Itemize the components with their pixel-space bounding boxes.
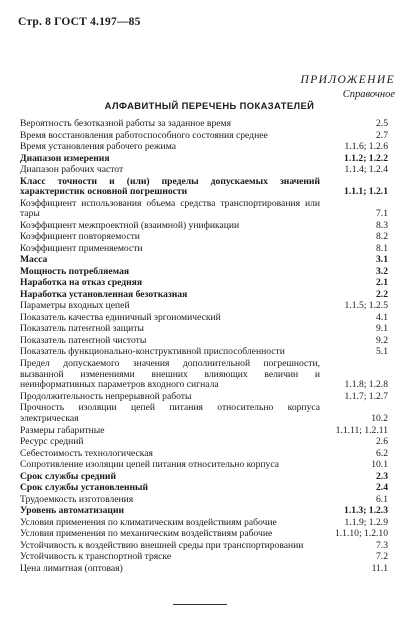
index-entry xyxy=(20,154,388,165)
entry-term: Размеры габаритные xyxy=(20,424,105,436)
index-entry xyxy=(20,290,388,301)
page-header: Стр. 8 ГОСТ 4.197—85 xyxy=(18,16,141,28)
appendix-block xyxy=(301,74,395,100)
entry-term: Показатель функционально-конструктивной приспособленности xyxy=(20,346,285,358)
entry-term: Вероятность безотказной работы за заданное время xyxy=(20,118,232,129)
entry-reference: 1.1.6; 1.2.6 xyxy=(344,141,388,152)
index-entry xyxy=(20,483,388,494)
entry-term: Класс точности и (или) пределы допускаемых значений характеристик основной погрешности xyxy=(20,175,320,198)
index-entry xyxy=(20,392,388,403)
entry-reference: 5.1 xyxy=(376,346,388,358)
entry-reference: 2.5 xyxy=(376,118,388,129)
index-entry xyxy=(20,472,388,483)
index-entry xyxy=(20,403,388,424)
index-entry xyxy=(20,199,388,220)
index-entry xyxy=(20,313,388,324)
index-entry xyxy=(20,336,388,347)
entry-reference: 2.4 xyxy=(376,482,388,494)
entry-reference: 3.2 xyxy=(376,265,388,277)
entry-term: Прочность изоляции цепей питания относительно корпуса электрическая xyxy=(20,402,320,425)
index-entry xyxy=(20,255,388,266)
index-entry xyxy=(20,232,388,243)
entry-reference: 2.3 xyxy=(376,470,388,482)
index-entry xyxy=(20,267,388,278)
entry-reference: 2.6 xyxy=(376,436,388,448)
index-entry xyxy=(20,518,388,529)
index-entry xyxy=(20,221,388,232)
entry-reference: 2.1 xyxy=(376,277,388,289)
entry-reference: 1.1.10; 1.2.10 xyxy=(334,528,388,540)
entry-term: Показатель качества единичный эргономический xyxy=(20,311,221,323)
index-entry xyxy=(20,347,388,358)
index-entry xyxy=(20,278,388,289)
entry-reference: 10.1 xyxy=(371,459,388,471)
entry-term: Цена лимитная (оптовая) xyxy=(20,562,123,574)
index-entry xyxy=(20,564,388,575)
entry-term: Показатель патентной чистоты xyxy=(20,334,147,346)
entry-reference: 1.1.4; 1.2.4 xyxy=(344,164,388,175)
entry-term: Коэффициент применяемости xyxy=(20,242,143,254)
index-list xyxy=(20,119,388,575)
entry-reference: 2.7 xyxy=(376,129,388,141)
entry-term: Трудоемкость изготовления xyxy=(20,493,134,505)
appendix-title: ПРИЛОЖЕНИЕ xyxy=(300,74,395,86)
index-entry xyxy=(20,495,388,506)
index-entry xyxy=(20,552,388,563)
entry-reference: 9.2 xyxy=(376,334,388,346)
entry-reference: 8.2 xyxy=(376,231,388,243)
entry-term: Наработка установленная безотказная xyxy=(20,288,188,300)
entry-reference: 10.2 xyxy=(371,413,388,425)
entry-reference: 1.1.11; 1.2.11 xyxy=(335,424,388,436)
entry-term: Себестоимость технологическая xyxy=(20,447,153,459)
entry-reference: 6.2 xyxy=(376,447,388,459)
index-entry xyxy=(20,541,388,552)
entry-term: Сопротивление изоляции цепей питания относительно корпуса xyxy=(20,459,279,471)
index-entry xyxy=(20,301,388,312)
index-entry xyxy=(20,324,388,335)
entry-reference: 2.2 xyxy=(376,288,388,300)
entry-reference: 1.1.8; 1.2.8 xyxy=(344,379,388,391)
entry-term: Параметры входных цепей xyxy=(20,300,130,312)
entry-term: Ресурс средний xyxy=(20,436,84,448)
entry-reference: 3.1 xyxy=(376,254,388,266)
entry-term: Условия применения по климатическим воздействиям рабочие xyxy=(20,516,277,528)
entry-term: Коэффициент межпроектной (взаимной) унификации xyxy=(20,219,240,231)
entry-reference: 7.3 xyxy=(376,539,388,551)
entry-reference: 1.1.2; 1.2.2 xyxy=(344,152,388,164)
entry-term: Мощность потребляемая xyxy=(20,265,130,277)
entry-term: Коэффициент повторяемости xyxy=(20,231,140,243)
index-entry xyxy=(20,165,388,176)
entry-reference: 7.2 xyxy=(376,551,388,563)
entry-reference: 8.3 xyxy=(376,219,388,231)
entry-term: Наработка на отказ средняя xyxy=(20,277,143,289)
index-entry xyxy=(20,506,388,517)
list-title: АЛФАВИТНЫЙ ПЕРЕЧЕНЬ ПОКАЗАТЕЛЕЙ xyxy=(104,100,315,111)
entry-term: Устойчивость к воздействию внешней среды при транспортировании xyxy=(20,539,304,551)
index-entry xyxy=(20,437,388,448)
entry-reference: 1.1.3; 1.2.3 xyxy=(344,505,388,517)
index-entry xyxy=(20,426,388,437)
index-entry xyxy=(20,449,388,460)
index-entry xyxy=(20,460,388,471)
entry-term: Срок службы установленный xyxy=(20,482,149,494)
entry-reference: 1.1.1; 1.2.1 xyxy=(344,186,388,198)
entry-term: Срок службы средний xyxy=(20,470,116,482)
entry-reference: 9.1 xyxy=(376,323,388,335)
end-rule xyxy=(173,604,227,605)
index-entry xyxy=(20,177,388,198)
entry-term: Диапазон измерения xyxy=(20,152,110,164)
entry-term: Устойчивость к транспортной тряске xyxy=(20,551,172,563)
index-entry xyxy=(20,119,388,130)
entry-reference: 6.1 xyxy=(376,493,388,505)
entry-term: Показатель патентной защиты xyxy=(20,323,144,335)
entry-term: Коэффициент использования объема средства транспортирования или тары xyxy=(20,197,320,220)
entry-term: Предел допускаемого значения дополнительной погрешности, вызванной изменениями внешних влияющих величин и неинформативных параметров входного сигнала xyxy=(20,357,320,391)
entry-reference: 1.1.9; 1.2.9 xyxy=(344,516,388,528)
appendix-subtitle: Справочное xyxy=(342,89,395,100)
entry-reference: 8.1 xyxy=(376,242,388,254)
entry-term: Условия применения по механическим воздействиям рабочие xyxy=(20,528,273,540)
entry-term: Время установления рабочего режима xyxy=(20,141,176,152)
entry-reference: 11.1 xyxy=(371,562,388,574)
index-entry xyxy=(20,131,388,142)
entry-term: Масса xyxy=(20,254,48,266)
entry-term: Время восстановления работоспособного состояния среднее xyxy=(20,129,268,141)
index-entry xyxy=(20,529,388,540)
entry-term: Продолжительность непрерывной работы xyxy=(20,390,192,402)
entry-reference: 7.1 xyxy=(376,208,388,220)
entry-term: Диапазон рабочих частот xyxy=(20,164,124,175)
entry-reference: 1.1.7; 1.2.7 xyxy=(344,390,388,402)
entry-term: Уровень автоматизации xyxy=(20,505,125,517)
index-entry xyxy=(20,359,388,391)
entry-reference: 1.1.5; 1.2.5 xyxy=(344,300,388,312)
entry-reference: 4.1 xyxy=(376,311,388,323)
index-entry xyxy=(20,142,388,153)
index-entry xyxy=(20,244,388,255)
